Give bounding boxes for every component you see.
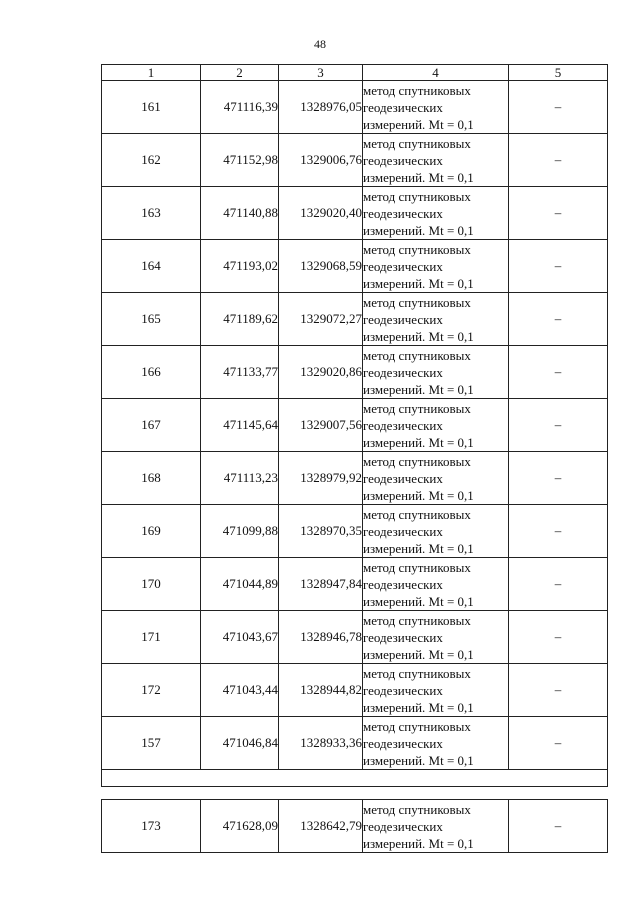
x-coordinate-cell: 471099,88 [201,505,279,558]
method-cell [363,240,509,293]
table-row [102,399,608,452]
x-coordinate-cell: 471152,98 [201,134,279,187]
note-cell: – [509,664,608,717]
y-coordinate-cell: 1328970,35 [279,505,363,558]
method-line: метод спутниковых [363,294,471,310]
method-line: метод спутниковых [363,135,471,151]
table-row [102,134,608,187]
y-coordinate-cell: 1329006,76 [279,134,363,187]
method-line: геодезических [363,576,443,592]
note-cell: – [509,187,608,240]
note-cell: – [509,134,608,187]
method-line: геодезических [363,152,443,168]
method-cell [363,452,509,505]
y-coordinate-cell: 1329020,86 [279,346,363,399]
header-row [102,65,608,81]
method-cell [363,293,509,346]
point-number-cell: 161 [102,81,201,134]
note-cell: – [509,240,608,293]
y-coordinate-cell: 1328976,05 [279,81,363,134]
method-line: измерений. Mt = 0,1 [363,381,474,397]
table-row [102,346,608,399]
method-line: измерений. Mt = 0,1 [363,275,474,291]
method-cell [363,346,509,399]
x-coordinate-cell: 471044,89 [201,558,279,611]
point-number-cell: 168 [102,452,201,505]
method-line: метод спутниковых [363,188,471,204]
method-line: измерений. Mt = 0,1 [363,540,474,556]
table-row [102,800,608,853]
method-cell [363,81,509,134]
coordinates-table [101,64,608,853]
method-line: метод спутниковых [363,665,471,681]
x-coordinate-cell: 471189,62 [201,293,279,346]
empty-separator-cell [102,770,608,787]
table-break [102,787,608,800]
y-coordinate-cell: 1328933,36 [279,717,363,770]
point-number-cell: 170 [102,558,201,611]
method-line: геодезических [363,682,443,698]
method-line: измерений. Mt = 0,1 [363,487,474,503]
method-line: метод спутниковых [363,347,471,363]
note-cell: – [509,505,608,558]
method-line: метод спутниковых [363,506,471,522]
table-row [102,452,608,505]
table-body [102,81,608,853]
note-cell: – [509,558,608,611]
x-coordinate-cell: 471628,09 [201,800,279,853]
method-line: геодезических [363,311,443,327]
method-cell [363,134,509,187]
point-number-cell: 165 [102,293,201,346]
point-number-cell: 164 [102,240,201,293]
note-cell: – [509,81,608,134]
y-coordinate-cell: 1329007,56 [279,399,363,452]
method-line: измерений. Mt = 0,1 [363,328,474,344]
method-line: измерений. Mt = 0,1 [363,752,474,768]
method-line: геодезических [363,364,443,380]
table-row [102,717,608,770]
method-line: геодезических [363,258,443,274]
note-cell: – [509,293,608,346]
method-line: геодезических [363,735,443,751]
x-coordinate-cell: 471140,88 [201,187,279,240]
point-number-cell: 173 [102,800,201,853]
note-cell: – [509,399,608,452]
table-row [102,505,608,558]
method-cell [363,664,509,717]
empty-separator-row [102,770,608,787]
table-row [102,81,608,134]
x-coordinate-cell: 471193,02 [201,240,279,293]
method-line: измерений. Mt = 0,1 [363,593,474,609]
note-cell: – [509,452,608,505]
method-line: измерений. Mt = 0,1 [363,835,474,851]
point-number-cell: 162 [102,134,201,187]
method-line: метод спутниковых [363,453,471,469]
method-cell [363,800,509,853]
x-coordinate-cell: 471043,67 [201,611,279,664]
y-coordinate-cell: 1329072,27 [279,293,363,346]
table-row [102,187,608,240]
column-header-4: 4 [363,65,509,81]
note-cell: – [509,717,608,770]
method-line: измерений. Mt = 0,1 [363,646,474,662]
note-cell: – [509,346,608,399]
method-line: измерений. Mt = 0,1 [363,434,474,450]
method-line: метод спутниковых [363,559,471,575]
y-coordinate-cell: 1329068,59 [279,240,363,293]
x-coordinate-cell: 471145,64 [201,399,279,452]
x-coordinate-cell: 471116,39 [201,81,279,134]
point-number-cell: 169 [102,505,201,558]
method-line: измерений. Mt = 0,1 [363,699,474,715]
method-line: измерений. Mt = 0,1 [363,116,474,132]
column-header-1: 1 [102,65,201,81]
column-header-3: 3 [279,65,363,81]
x-coordinate-cell: 471043,44 [201,664,279,717]
column-header-2: 2 [201,65,279,81]
y-coordinate-cell: 1328947,84 [279,558,363,611]
column-header-5: 5 [509,65,608,81]
table-row [102,293,608,346]
table-row [102,611,608,664]
method-line: измерений. Mt = 0,1 [363,222,474,238]
point-number-cell: 171 [102,611,201,664]
y-coordinate-cell: 1328979,92 [279,452,363,505]
method-cell [363,187,509,240]
method-line: метод спутниковых [363,612,471,628]
method-line: измерений. Mt = 0,1 [363,169,474,185]
method-cell [363,505,509,558]
point-number-cell: 157 [102,717,201,770]
note-cell: – [509,611,608,664]
method-line: геодезических [363,99,443,115]
x-coordinate-cell: 471133,77 [201,346,279,399]
method-cell [363,611,509,664]
method-cell [363,558,509,611]
method-cell [363,717,509,770]
method-line: метод спутниковых [363,718,471,734]
method-line: метод спутниковых [363,82,471,98]
method-line: геодезических [363,470,443,486]
method-line: геодезических [363,523,443,539]
point-number-cell: 163 [102,187,201,240]
point-number-cell: 172 [102,664,201,717]
x-coordinate-cell: 471046,84 [201,717,279,770]
table-row [102,664,608,717]
method-line: метод спутниковых [363,241,471,257]
x-coordinate-cell: 471113,23 [201,452,279,505]
method-line: метод спутниковых [363,801,471,817]
method-line: геодезических [363,205,443,221]
y-coordinate-cell: 1328642,79 [279,800,363,853]
table-row [102,558,608,611]
point-number-cell: 166 [102,346,201,399]
method-line: метод спутниковых [363,400,471,416]
y-coordinate-cell: 1328944,82 [279,664,363,717]
table-row [102,240,608,293]
method-line: геодезических [363,818,443,834]
point-number-cell: 167 [102,399,201,452]
table-break-cell [102,787,608,800]
y-coordinate-cell: 1328946,78 [279,611,363,664]
y-coordinate-cell: 1329020,40 [279,187,363,240]
page-number: 48 [314,37,326,51]
method-line: геодезических [363,417,443,433]
note-cell: – [509,800,608,853]
method-cell [363,399,509,452]
method-line: геодезических [363,629,443,645]
